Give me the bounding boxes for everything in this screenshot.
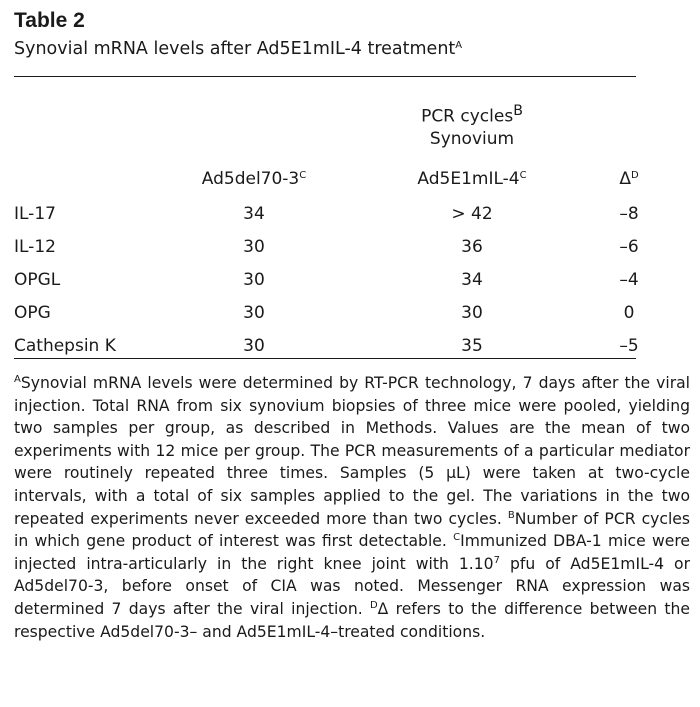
- value-delta: –6: [619, 237, 639, 257]
- value-ad5e1mil4: 30: [461, 303, 483, 323]
- footnote-c-text-1: Immunized DBA-1 mice were injected intra-articularly in the right knee joint with 1.10: [14, 532, 690, 573]
- table-label: Table 2: [14, 9, 85, 32]
- row-label: IL-17: [14, 204, 56, 224]
- table-page: [14, 6, 690, 641]
- table-row: [14, 298, 674, 328]
- value-ad5e1mil4: 36: [461, 237, 483, 257]
- group-header-marker: B: [513, 103, 523, 119]
- value-delta: –4: [619, 270, 639, 290]
- table-row: [14, 331, 674, 361]
- footnote-marker-d: D: [369, 599, 378, 611]
- column-header-delta: $\Delta^D$: [619, 169, 639, 189]
- row-label: OPG: [14, 303, 51, 323]
- table-row: [14, 265, 674, 295]
- value-ad5e1mil4: 35: [461, 336, 483, 356]
- row-label: Cathepsin K: [14, 336, 116, 356]
- value-ad5e1mil4: 34: [461, 270, 483, 290]
- value-ad5del70: 30: [243, 303, 265, 323]
- value-ad5del70: 30: [243, 237, 265, 257]
- value-ad5del70: 34: [243, 204, 265, 224]
- column-header-ad5e1mil4: $Ad5E1mIL-4^C$: [417, 169, 527, 189]
- table-bottom-rule: [14, 358, 636, 359]
- table-top-rule: [14, 76, 636, 77]
- footnote-marker-c: C: [453, 532, 461, 544]
- table-row: [14, 232, 674, 262]
- footnote-d-text: Δ refers to the difference between the respective Ad5del70-3– and Ad5E1mIL-4–treated conditions.: [14, 599, 690, 641]
- column-header-ad5del70: $Ad5del70-3^C$: [201, 169, 307, 189]
- footnote-a-text: Synovial mRNA levels were determined by RT-PCR technology, 7 days after the viral injection. Total RNA from six synovium biopsies of three mice were pooled, yielding two samples per group, as described in Methods. Values are the mean of two experiments with 12 mice per group. The PCR measurements of a particular mediator were routinely repeated three times. Samples (5 µL) were taken at two-cycle intervals, with a total of six samples applied to the gel. The variations in the two repeated experiments never exceeded more than two cycles.: [14, 374, 690, 528]
- column-header-row: [14, 164, 674, 194]
- footnote-marker-a: A: [14, 374, 21, 385]
- row-label: IL-12: [14, 237, 56, 257]
- value-ad5del70: 30: [243, 270, 265, 290]
- value-delta: 0: [623, 303, 635, 323]
- table-title-text: Synovial mRNA levels after Ad5E1mIL-4 treatment: [14, 39, 456, 59]
- table-row: [14, 199, 674, 229]
- value-delta: –8: [619, 204, 639, 224]
- value-ad5del70: 30: [243, 336, 265, 356]
- table-title: [14, 36, 690, 62]
- footnote-c-exponent: 7: [493, 554, 500, 566]
- title-footnote-marker: A: [455, 40, 463, 51]
- footnote-marker-b: B: [507, 509, 515, 521]
- value-delta: –5: [619, 336, 639, 356]
- footnote-b-text: Number of PCR cycles in which gene product of interest was first detectable.: [14, 509, 690, 551]
- row-label: OPGL: [14, 270, 61, 290]
- group-header-synovium: Synovium: [429, 129, 515, 149]
- footnote-c-text-2: pfu of Ad5E1mIL-4 or Ad5del70-3, before onset of CIA was noted. Messenger RNA expression was determined 7 days after the viral injection.: [14, 554, 690, 618]
- table-footnotes: [14, 372, 690, 643]
- group-header-pcr-cycles: PCR cycles$^B$: [421, 103, 523, 127]
- value-ad5e1mil4: > 42: [451, 204, 493, 224]
